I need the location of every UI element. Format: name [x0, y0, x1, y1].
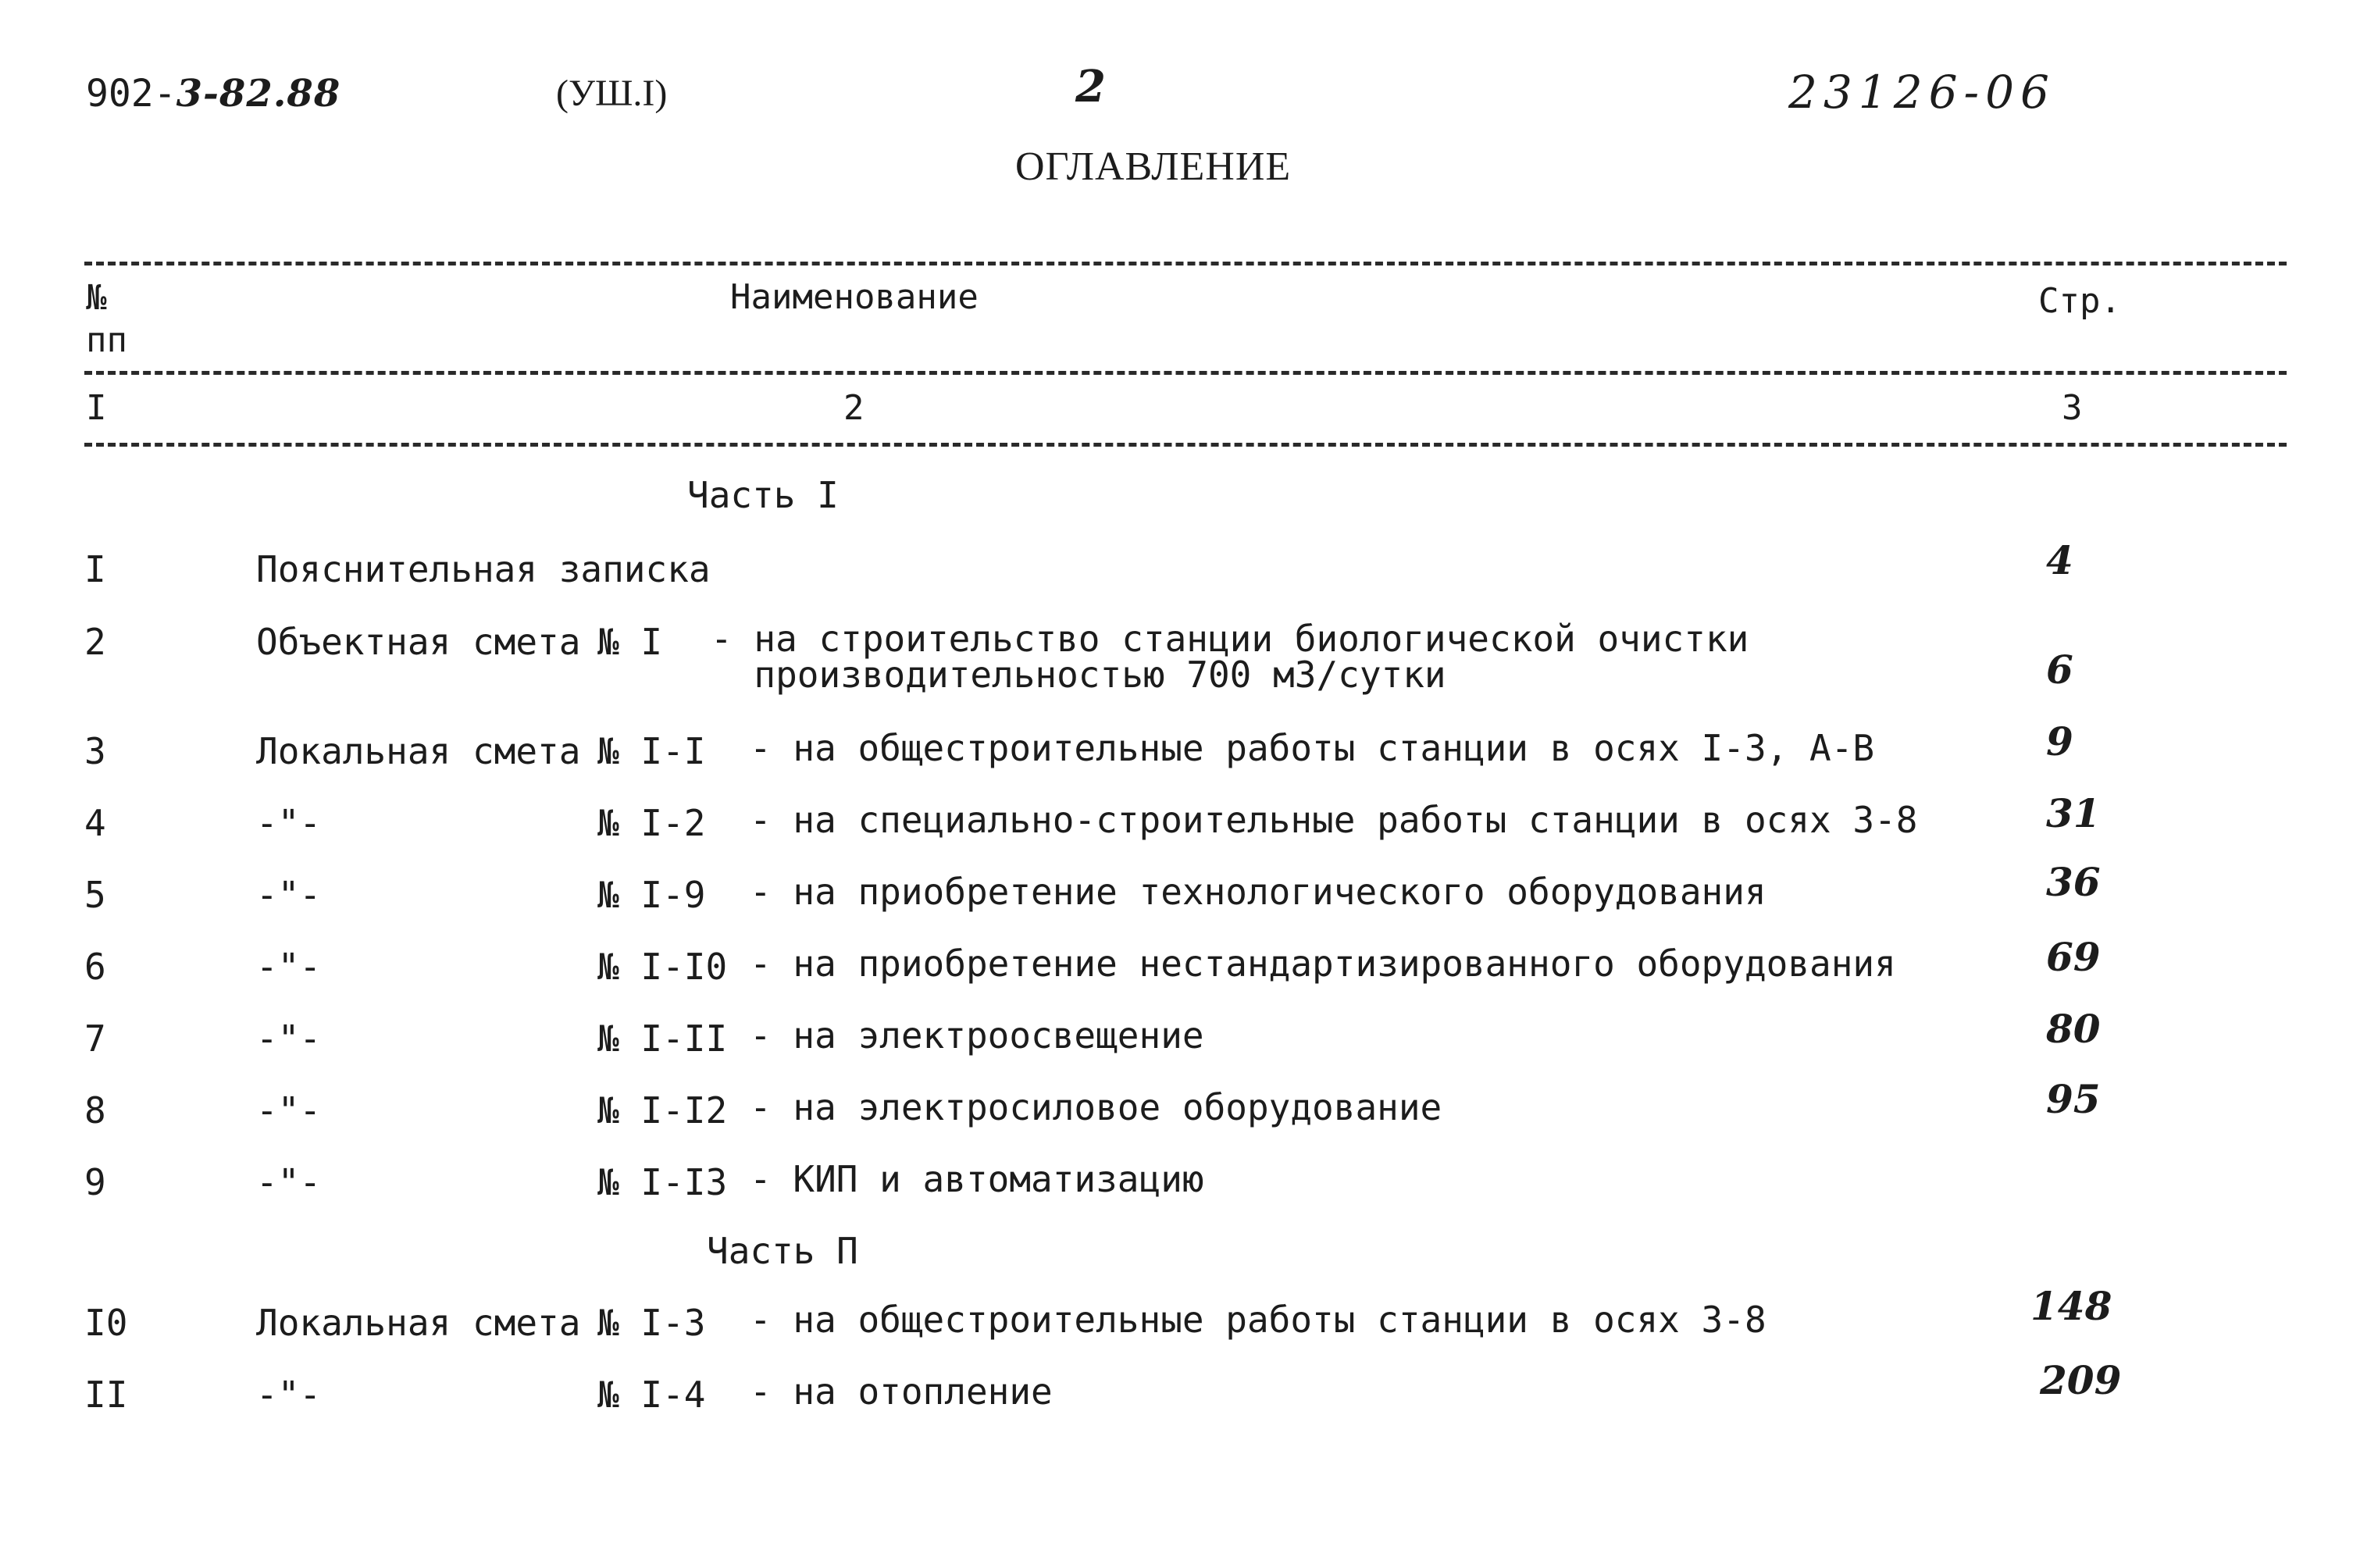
column-header-name: Наименование [730, 277, 979, 317]
row-name: Пояснительная записка [256, 548, 711, 590]
row-page: 95 [2046, 1076, 2101, 1122]
row-number: 9 [84, 1161, 106, 1203]
row-estimate-number: № I-4 [597, 1374, 706, 1416]
row-estimate-number: № I-I3 [597, 1161, 728, 1203]
row-description: - КИП и автоматизацию [750, 1158, 1204, 1200]
document-code-printed: 902- [86, 72, 176, 116]
row-description: - на приобретение нестандартизированного оборудования [750, 943, 1896, 985]
row-description: - на специально-строительные работы станции в осях 3-8 [750, 799, 1918, 841]
row-page: 80 [2046, 1006, 2101, 1052]
row-name: -"- [256, 1017, 322, 1060]
row-name: -"- [256, 1161, 322, 1203]
row-number: 8 [84, 1089, 106, 1131]
row-estimate-number: № I-I0 [597, 946, 728, 988]
row-name: -"- [256, 802, 322, 844]
part-heading: Часть I [687, 474, 839, 516]
part-heading: Часть П [707, 1230, 858, 1272]
row-description: - на строительство станции биологической очистки производительностью 700 м3/сутки [711, 618, 1749, 696]
row-description: - на электросиловое оборудование [750, 1086, 1442, 1128]
row-number: 2 [84, 621, 106, 663]
row-name: Объектная смета [256, 621, 581, 663]
row-number: II [84, 1374, 128, 1416]
document-code [86, 72, 340, 116]
row-page: 4 [2046, 537, 2073, 583]
row-estimate-number: № I-I [597, 730, 706, 772]
table-header-rule [84, 371, 2287, 375]
row-page: 6 [2046, 647, 2073, 693]
row-page: 69 [2046, 934, 2101, 980]
row-description: - на отопление [750, 1370, 1053, 1413]
column-header-page: Стр. [2038, 281, 2121, 321]
row-estimate-number: № I-II [597, 1017, 728, 1060]
table-index-rule [84, 443, 2287, 447]
registration-number: 23126-06 [1788, 66, 2055, 119]
row-number: I0 [84, 1302, 128, 1344]
row-page: 148 [2030, 1283, 2112, 1329]
row-page: 31 [2046, 790, 2101, 836]
column-index-2: 2 [843, 388, 865, 428]
row-number: I [84, 548, 106, 590]
row-name: -"- [256, 874, 322, 916]
column-header-number-line1: № [86, 278, 107, 318]
row-page: 36 [2046, 859, 2101, 905]
row-name: -"- [256, 1089, 322, 1131]
row-name: Локальная смета [256, 1302, 581, 1344]
row-estimate-number: № I [597, 621, 663, 663]
row-description: - на электроосвещение [750, 1014, 1204, 1057]
row-description: - на общестроительные работы станции в осях 3-8 [750, 1299, 1767, 1341]
column-header-number-line2: пп [86, 320, 127, 360]
row-estimate-number: № I-3 [597, 1302, 706, 1344]
row-number: 3 [84, 730, 106, 772]
row-page: 209 [2040, 1357, 2122, 1403]
row-estimate-number: № I-9 [597, 874, 706, 916]
row-number: 5 [84, 874, 106, 916]
row-number: 7 [84, 1017, 106, 1060]
row-description: - на приобретение технологического оборудования [750, 871, 1767, 913]
document-code-handwritten: 3-82.88 [176, 72, 341, 116]
column-header-number [86, 277, 127, 362]
row-description: - на общестроительные работы станции в осях I-3, А-В [750, 727, 1875, 769]
row-estimate-number: № I-I2 [597, 1089, 728, 1131]
table-top-rule [84, 262, 2287, 265]
row-name: -"- [256, 946, 322, 988]
column-index-1: I [86, 388, 107, 428]
row-number: 4 [84, 802, 106, 844]
row-name: -"- [256, 1374, 322, 1416]
row-name: Локальная смета [256, 730, 581, 772]
page-number: 2 [1075, 61, 1106, 112]
row-estimate-number: № I-2 [597, 802, 706, 844]
page-title: ОГЛАВЛЕНИЕ [1015, 144, 1292, 189]
row-page: 9 [2046, 718, 2073, 764]
row-number: 6 [84, 946, 106, 988]
album-number: (УШ.I) [556, 73, 668, 114]
column-index-3: 3 [2062, 388, 2083, 428]
